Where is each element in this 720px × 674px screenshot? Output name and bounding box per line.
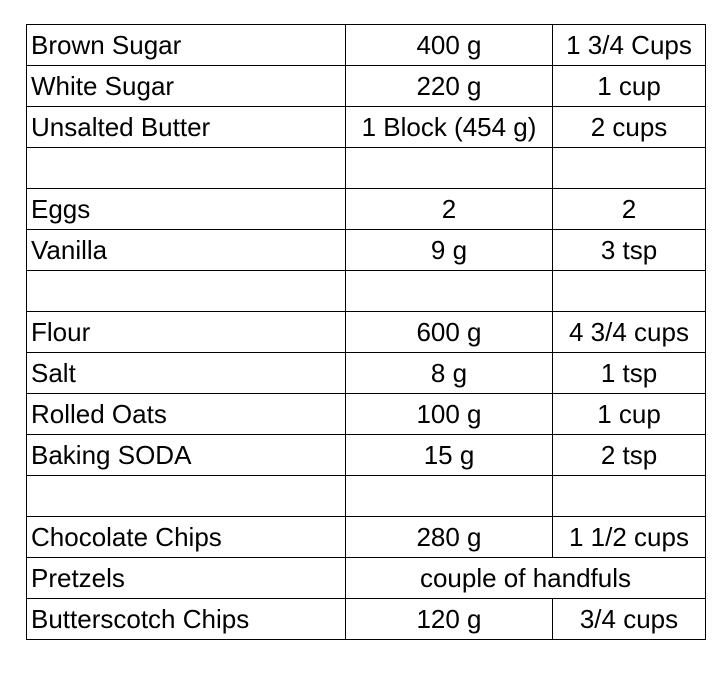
ingredients-table-body <box>27 25 706 640</box>
us-amount-cell: 3 tsp <box>553 230 706 271</box>
us-amount-cell: 2 cups <box>553 107 706 148</box>
empty-cell <box>27 148 346 189</box>
us-amount-cell: 1 3/4 Cups <box>553 25 706 66</box>
ingredient-row <box>27 66 706 107</box>
ingredient-row <box>27 517 706 558</box>
metric-amount-cell: 280 g <box>346 517 553 558</box>
ingredient-name-cell: Pretzels <box>27 558 346 599</box>
empty-cell <box>27 476 346 517</box>
blank-separator-row <box>27 271 706 312</box>
ingredient-name-cell: White Sugar <box>27 66 346 107</box>
metric-amount-cell: 220 g <box>346 66 553 107</box>
ingredient-name-cell: Baking SODA <box>27 435 346 476</box>
empty-cell <box>553 476 706 517</box>
us-amount-cell: 1 cup <box>553 66 706 107</box>
ingredient-row <box>27 189 706 230</box>
empty-cell <box>346 271 553 312</box>
empty-cell <box>553 271 706 312</box>
ingredient-name-cell: Butterscotch Chips <box>27 599 346 640</box>
ingredient-name-cell: Chocolate Chips <box>27 517 346 558</box>
ingredient-row <box>27 230 706 271</box>
metric-amount-cell: 600 g <box>346 312 553 353</box>
metric-amount-cell: 1 Block (454 g) <box>346 107 553 148</box>
ingredient-row <box>27 107 706 148</box>
ingredient-row <box>27 558 706 599</box>
empty-cell <box>346 148 553 189</box>
ingredient-row <box>27 353 706 394</box>
ingredient-name-cell: Eggs <box>27 189 346 230</box>
us-amount-cell: 1 tsp <box>553 353 706 394</box>
empty-cell <box>27 271 346 312</box>
ingredient-name-cell: Rolled Oats <box>27 394 346 435</box>
ingredient-row <box>27 25 706 66</box>
ingredient-name-cell: Brown Sugar <box>27 25 346 66</box>
us-amount-cell: 1 cup <box>553 394 706 435</box>
ingredient-row <box>27 394 706 435</box>
us-amount-cell: 1 1/2 cups <box>553 517 706 558</box>
ingredient-amount-merged-cell: couple of handfuls <box>346 558 706 599</box>
us-amount-cell: 2 <box>553 189 706 230</box>
ingredient-name-cell: Salt <box>27 353 346 394</box>
ingredient-name-cell: Vanilla <box>27 230 346 271</box>
ingredient-name-cell: Unsalted Butter <box>27 107 346 148</box>
empty-cell <box>553 148 706 189</box>
metric-amount-cell: 2 <box>346 189 553 230</box>
metric-amount-cell: 120 g <box>346 599 553 640</box>
empty-cell <box>346 476 553 517</box>
us-amount-cell: 3/4 cups <box>553 599 706 640</box>
us-amount-cell: 2 tsp <box>553 435 706 476</box>
metric-amount-cell: 8 g <box>346 353 553 394</box>
ingredient-row <box>27 599 706 640</box>
ingredient-row <box>27 435 706 476</box>
metric-amount-cell: 400 g <box>346 25 553 66</box>
blank-separator-row <box>27 148 706 189</box>
ingredient-row <box>27 312 706 353</box>
ingredient-name-cell: Flour <box>27 312 346 353</box>
metric-amount-cell: 15 g <box>346 435 553 476</box>
us-amount-cell: 4 3/4 cups <box>553 312 706 353</box>
ingredients-table <box>26 24 706 640</box>
blank-separator-row <box>27 476 706 517</box>
metric-amount-cell: 100 g <box>346 394 553 435</box>
metric-amount-cell: 9 g <box>346 230 553 271</box>
